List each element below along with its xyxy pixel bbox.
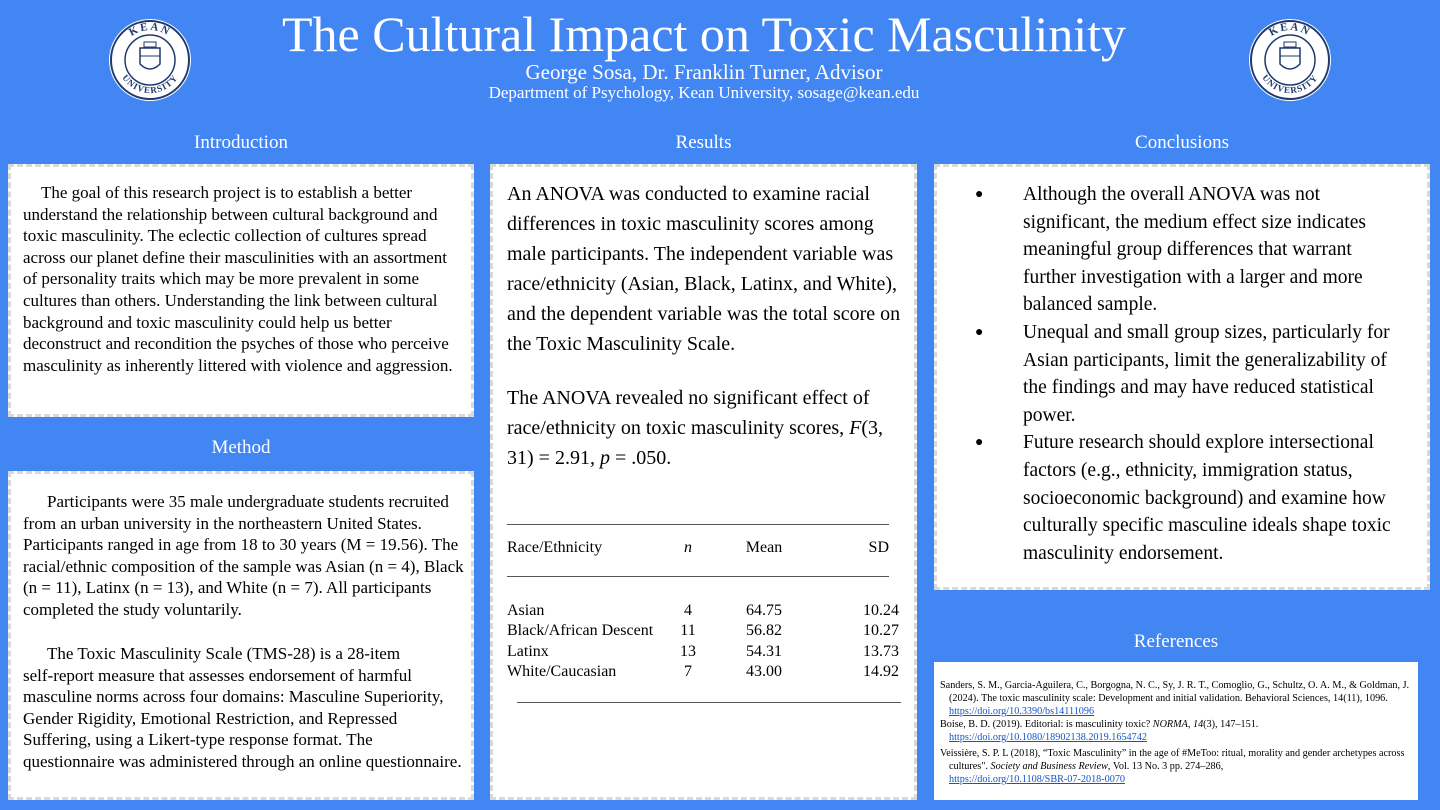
results-table-body <box>507 601 899 683</box>
poster-department: Department of Psychology, Kean University, sosage@kean.edu <box>488 83 920 102</box>
reference-2: Boise, B. D. (2019). Editorial: is masculinity toxic? NORMA, 14(3), 147–151. https://doi.org/10.1080/18902138.2019.1654742 <box>940 719 1259 743</box>
conclusions-list <box>937 181 1407 567</box>
references-panel <box>934 662 1418 800</box>
table-top-rule <box>507 524 889 525</box>
list-item: ● Future research should explore intersectional factors (e.g., ethnicity, immigration status, socioeconomic background) and examine how culturally specific masculine ideals shape toxic masculinity endorsement. <box>937 429 1407 567</box>
table-row: Latinx 13 54.31 13.73 <box>507 642 899 660</box>
list-item: ● Unequal and small group sizes, particularly for Asian participants, limit the generalizability of the findings and may have reduced statistical power. <box>937 319 1407 429</box>
reference-1-link[interactable]: https://doi.org/10.3390/bs14111096 <box>949 706 1095 717</box>
table-bottom-rule <box>517 702 901 703</box>
reference-3: Veissière, S. P. L (2018), “Toxic Masculinity” in the age of #MeToo: ritual, morality and gender archetypes across cultures". Society and Business Review, Vol. 13 No. 3 pp. 274–286, https://doi.org/10.1108/SBR-07-2018-0070 <box>940 748 1405 785</box>
introduction-panel <box>8 164 474 417</box>
list-item: ● Although the overall ANOVA was not significant, the medium effect size indicates meaningful group differences that warrant further investigation with a larger and more balanced sample. <box>937 181 1407 319</box>
references-heading: References <box>1133 631 1219 652</box>
poster-authors: George Sosa, Dr. Franklin Turner, Advisor <box>525 60 883 84</box>
bullet-icon: ● <box>975 324 984 340</box>
reference-1: Sanders, S. M., Garcia-Aguilera, C., Borgogna, N. C., Sy, J. R. T., Comoglio, G., Schultz, O. A. M., & Goldman, J. (2024). The toxic masculinity scale: Development and initial validation. Behavioral Sciences, 14(11), 1096. https://doi.org/10.3390/bs14111096 <box>940 680 1410 717</box>
conclusions-heading: Conclusions <box>1135 132 1229 153</box>
reference-2-link[interactable]: https://doi.org/10.1080/18902138.2019.1654742 <box>949 732 1147 743</box>
svg-text:KEAN: KEAN <box>1267 20 1313 39</box>
introduction-text: The goal of this research project is to establish a better understand the relationship between cultural background and toxic masculinity. The eclectic collection of cultures spread across our planet define their masculinities with an assortment of personality traits which may be more prevalent in some cultures than others. Understanding the link between cultural background and toxic masculinity could help us better deconstruct and recondition the psyches of those who perceive masculinity as inherently littered with violence and aggression. <box>23 183 453 375</box>
table-row: Black/African Descent 11 56.82 10.27 <box>507 622 899 640</box>
bullet-icon: ● <box>975 187 984 202</box>
results-paragraph-2: The ANOVA revealed no significant effect of race/ethnicity on toxic masculinity scores, F(3, 31) = 2.91, p = .050. <box>507 387 884 469</box>
bullet-icon: ● <box>975 435 984 451</box>
kean-seal-right <box>1248 18 1332 102</box>
results-heading: Results <box>675 132 732 153</box>
results-panel <box>490 164 917 800</box>
method-heading: Method <box>211 437 271 458</box>
table-row: Asian 4 64.75 10.24 <box>507 602 899 619</box>
header-race: Race/Ethnicity <box>507 539 603 556</box>
reference-3-link[interactable]: https://doi.org/10.1108/SBR-07-2018-0070 <box>949 774 1126 785</box>
method-paragraph-1: Participants were 35 male undergraduate students recruited from an urban university in the northeastern United States. Participants ranged in age from 18 to 30 years (M = 19.56). The racial/ethnic composition of the sample was Asian (n = 4), Black (n = 11), Latinx (n = 13), and White (n = 7). All participants completed the study voluntarily. <box>23 492 464 619</box>
table-header-rule <box>507 576 889 577</box>
method-paragraph-2: The Toxic Masculinity Scale (TMS‑28) is a 28‑item self‑report measure that assesses endorsement of harmful masculine norms across four domains: Masculine Superiority, Gender Rigidity, Emotional Restriction, and Repressed Suffering, using a Likert‑type response format. The questionnaire was administered through an online questionnaire. <box>23 644 462 771</box>
svg-text:UNIVERSITY: UNIVERSITY <box>1260 72 1320 96</box>
poster-title: The Cultural Impact on Toxic Masculinity <box>281 6 1127 62</box>
conclusions-panel <box>934 164 1430 590</box>
results-paragraph-1: An ANOVA was conducted to examine racial differences in toxic masculinity scores among male participants. The independent variable was race/ethnicity (Asian, Black, Latinx, and White), and the dependent variable was the total score on the Toxic Masculinity Scale. <box>507 183 901 355</box>
kean-seal-left <box>108 18 192 102</box>
header-mean: Mean <box>745 539 783 556</box>
introduction-heading: Introduction <box>194 132 288 153</box>
method-panel <box>8 471 474 800</box>
results-table-header <box>507 539 889 557</box>
svg-text:KEAN: KEAN <box>127 20 173 39</box>
svg-text:UNIVERSITY: UNIVERSITY <box>120 72 180 96</box>
table-row: White/Caucasian 7 43.00 14.92 <box>507 663 899 681</box>
references-list <box>940 679 1414 786</box>
header-n: n <box>684 539 692 556</box>
header-sd: SD <box>868 539 889 556</box>
